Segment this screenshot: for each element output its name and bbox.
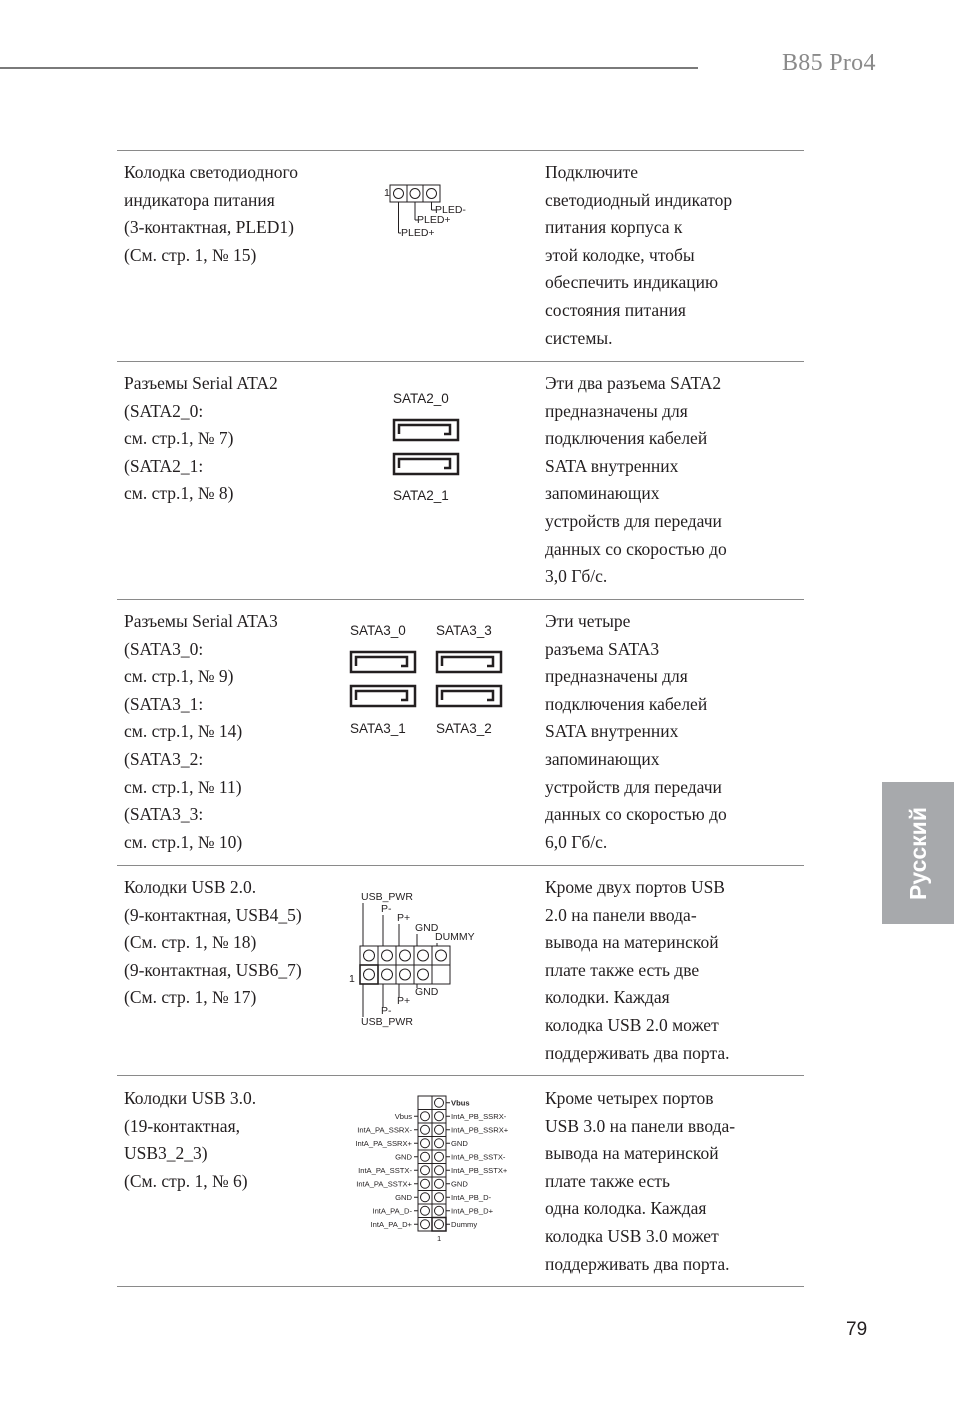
table-rule	[117, 1286, 804, 1287]
sata3-description: Разъемы Serial ATA3 (SATA3_0: см. стр.1, № 9) (SATA3_1: см. стр.1, № 14) (SATA3_2: см. стр.1, № 11) (SATA3_3: см. стр.1, № 10)	[124, 611, 278, 852]
header-rule	[0, 67, 698, 69]
table-rule	[117, 1075, 804, 1076]
language-tab-label: Русский	[904, 806, 931, 900]
usb2-bottom-label-usb-pwr: USB_PWR	[361, 1016, 413, 1028]
pled-instructions: Подключите светодиодный индикатор питания корпуса к этой колодке, чтобы обеспечить индикацию состояния питания системы.	[545, 162, 733, 348]
usb2-bottom-label-p-minus: P-	[381, 1005, 392, 1017]
usb2-bottom-label-p-plus: P+	[397, 995, 411, 1007]
sata3-1-label: SATA3_1	[350, 721, 406, 736]
usb3-right-label: IntA_PB_SSTX-	[451, 1152, 506, 1162]
sata2-0-label: SATA2_0	[393, 391, 449, 406]
usb3-right-label: IntA_PB_SSRX+	[451, 1125, 509, 1135]
usb2-top-label-p-plus: P+	[397, 912, 411, 924]
table-rule	[117, 150, 804, 151]
usb3-left-label: IntA_PA_SSTX-	[358, 1166, 412, 1175]
usb3-left-label: IntA_PA_D+	[370, 1220, 412, 1229]
usb3-left-label: Vbus	[394, 1112, 412, 1121]
usb3-right-label: GND	[451, 1179, 468, 1189]
usb2-top-label-usb-pwr: USB_PWR	[361, 891, 413, 903]
sata3-2-label: SATA3_2	[436, 721, 492, 736]
sata2-instructions: Эти два разъема SATA2 предназначены для подключения кабелей SATA внутренних запоминающих устройств для передачи данных со скоростью до 3,0 Гб/с.	[545, 373, 727, 587]
usb2-top-label-p-minus: P-	[381, 903, 392, 915]
usb2-top-label-gnd: GND	[415, 922, 439, 934]
page-number: 79	[846, 1319, 868, 1340]
usb2-instructions: Кроме двух портов USB 2.0 на панели ввода- вывода на материнской плате также есть две колодки. Каждая колодка USB 2.0 может поддерживать два порта.	[545, 877, 730, 1063]
usb3-left-label: GND	[395, 1152, 412, 1162]
usb3-header-diagram	[345, 1093, 530, 1245]
usb3-top-label: Vbus	[451, 1098, 470, 1108]
sata3-instructions: Эти четыре разъема SATA3 предназначены для подключения кабелей SATA внутренних запоминающих устройств для передачи данных со скоростью до 6,0 Гб/с.	[545, 611, 727, 852]
usb3-right-label: IntA_PB_D+	[451, 1206, 494, 1216]
usb3-left-label: IntA_PA_SSRX+	[355, 1139, 412, 1148]
usb3-right-label: IntA_PB_SSTX+	[451, 1166, 508, 1175]
sata2-description: Разъемы Serial ATA2 (SATA2_0: см. стр.1, № 7) (SATA2_1: см. стр.1, № 8)	[124, 373, 278, 504]
usb3-instructions: Кроме четырех портов USB 3.0 на панели ввода- вывода на материнской плате также есть одна колодка. Каждая колодка USB 3.0 может поддерживать два порта.	[545, 1088, 736, 1274]
sata3-diagram	[346, 617, 511, 742]
language-tab	[882, 782, 954, 924]
usb3-left-label: IntA_PA_SSTX+	[356, 1179, 412, 1189]
pled-label-1: PLED-	[435, 204, 466, 216]
usb2-bottom-label-gnd: GND	[415, 986, 439, 998]
usb3-left-label: GND	[395, 1193, 412, 1202]
usb3-left-label: IntA_PA_D-	[372, 1206, 412, 1216]
usb2-pin1-label: 1	[349, 973, 355, 985]
pled-pin1-label: 1	[384, 187, 390, 199]
pled-label-2: PLED+	[417, 214, 451, 226]
sata3-3-label: SATA3_3	[436, 623, 492, 638]
usb2-top-label-dummy: DUMMY	[435, 931, 475, 943]
usb2-description: Колодки USB 2.0. (9-контактная, USB4_5) (См. стр. 1, № 18) (9-контактная, USB6_7) (См. стр. 1, № 17)	[124, 877, 302, 1008]
sata2-1-label: SATA2_1	[393, 488, 449, 503]
sata3-0-label: SATA3_0	[350, 623, 406, 638]
table-rule	[117, 361, 804, 362]
table-rule	[117, 865, 804, 866]
usb3-right-label: IntA_PB_D-	[451, 1193, 492, 1202]
model-title: B85 Pro4	[782, 50, 876, 76]
sata2-diagram	[390, 385, 470, 510]
usb3-left-label: IntA_PA_SSRX-	[357, 1125, 412, 1135]
usb2-header-diagram	[345, 888, 485, 1033]
pled-header-diagram	[380, 180, 480, 242]
usb3-description: Колодки USB 3.0. (19-контактная, USB3_2_3) (См. стр. 1, № 6)	[124, 1088, 257, 1191]
pled-description: Колодка светодиодного индикатора питания (3-контактная, PLED1) (См. стр. 1, № 15)	[124, 162, 298, 265]
usb3-right-label: GND	[451, 1139, 468, 1148]
usb3-right-label: Dummy	[451, 1220, 478, 1229]
usb3-pin1-label: 1	[437, 1234, 442, 1243]
table-rule	[117, 599, 804, 600]
pled-label-3: PLED+	[401, 227, 435, 239]
usb3-right-label: IntA_PB_SSRX-	[451, 1112, 507, 1121]
